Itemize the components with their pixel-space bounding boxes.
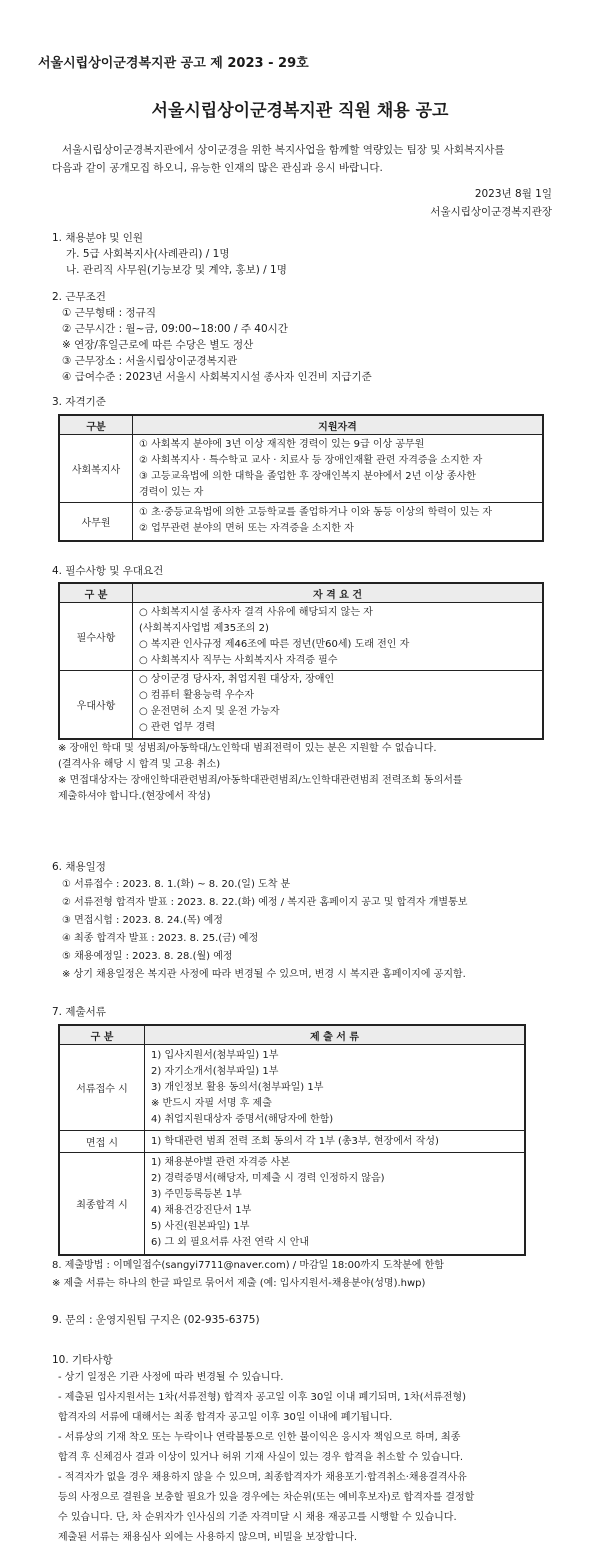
table-header: 지원자격 (133, 415, 544, 435)
row-line: 1) 채용분야별 관련 자격증 사본 (151, 1157, 290, 1169)
table-row (59, 603, 543, 671)
qualification-table (58, 414, 544, 542)
section2-title: 2. 근무조건 (52, 291, 106, 303)
misc-line: - 적격자가 없을 경우 채용하지 않을 수 있으며, 최종합격자가 채용포기·합격취소·채용결격사유 (58, 1472, 467, 1483)
schedule-item: ① 서류접수 : 2023. 8. 1.(화) ~ 8. 20.(일) 도착 분 (62, 879, 291, 890)
row-line: ① 초·중등교육법에 의한 고등학교를 졸업하거나 이와 동등 이상의 학력이 있는 자 (139, 507, 493, 519)
section4-note: ※ 면접대상자는 장애인학대관련범죄/아동학대관련범죄/노인학대관련범죄 전력조회 동의서를 (58, 775, 463, 786)
row-line: ○ 사회복지사 직무는 사회복지사 자격증 필수 (139, 654, 338, 666)
issuer: 서울시립상이군경복지관장 (430, 206, 552, 218)
row-line: 1) 입사지원서(첨부파일) 1부 (151, 1049, 279, 1061)
misc-line: 합격자의 서류에 대해서는 최종 합격자 공고일 이후 30일 이내에 폐기됩니다. (58, 1412, 393, 1423)
misc-line: - 제출된 입사지원서는 1차(서류전형) 합격자 공고일 이후 30일 이내 폐기되며, 1차(서류전형) (58, 1392, 467, 1403)
row-line: 3) 주민등록등본 1부 (151, 1189, 242, 1201)
section4-note: 제출하셔야 합니다.(현장에서 작성) (58, 791, 211, 802)
row-line: ○ 컴퓨터 활용능력 우수자 (139, 690, 254, 702)
notice-date: 2023년 8월 1일 (474, 188, 552, 200)
row-line: ○ 운전면허 소지 및 운전 가능자 (139, 706, 280, 718)
table-row (59, 435, 543, 503)
row-line: ① 사회복지 분야에 3년 이상 재직한 경력이 있는 9급 이상 공무원 (139, 438, 425, 450)
row-line: 1) 학대관련 범죄 전력 조회 동의서 각 1부 (총3부, 현장에서 작성) (151, 1135, 439, 1147)
row-category: 서류접수 시 (59, 1045, 145, 1131)
table-row (59, 1045, 525, 1131)
row-line: ② 사회복지사 · 특수학교 교사 · 치료사 등 장애인재활 관련 자격증을 소지한 자 (139, 454, 483, 466)
misc-line: 제출된 서류는 채용심사 외에는 사용하지 않으며, 비밀을 보장합니다. (58, 1532, 358, 1543)
documents-table (58, 1024, 526, 1256)
row-line: ③ 고등교육법에 의한 대학을 졸업한 후 장애인복지 분야에서 2년 이상 종사한 (139, 470, 476, 482)
section2-item: ① 근무형태 : 정규직 (62, 307, 156, 319)
intro-line-1: 서울시립상이군경복지관에서 상이군경을 위한 복지사업을 함께할 역량있는 팀장 및 사회복지사를 (62, 144, 505, 156)
table-row (59, 1131, 525, 1153)
row-line: ○ 관련 업무 경력 (139, 722, 216, 734)
schedule-item: ④ 최종 합격자 발표 : 2023. 8. 25.(금) 예정 (62, 933, 259, 944)
row-line: ○ 상이군경 당사자, 취업지원 대상자, 장애인 (139, 674, 335, 686)
row-line: 6) 그 외 필요서류 사전 연락 시 안내 (151, 1237, 310, 1249)
section1-item: 나. 관리직 사무원(기능보강 및 계약, 홍보) / 1명 (66, 264, 287, 276)
section6-title: 6. 채용일정 (52, 861, 106, 873)
row-category: 최종합격 시 (59, 1153, 145, 1255)
section7-title: 7. 제출서류 (52, 1006, 106, 1018)
table-header: 구분 (59, 415, 133, 435)
section2-item: ④ 급여수준 : 2023년 서울시 사회복지시설 종사자 인건비 지급기준 (62, 371, 372, 383)
requirement-table (58, 582, 544, 740)
row-line: 4) 취업지원대상자 증명서(해당자에 한함) (151, 1113, 334, 1125)
table-header: 자 격 요 건 (133, 583, 544, 603)
misc-line: 합격 후 신체검사 결과 이상이 있거나 허위 기재 사실이 있는 경우 합격을 취소할 수 있습니다. (58, 1452, 464, 1463)
section4-title: 4. 필수사항 및 우대요건 (52, 565, 164, 577)
misc-line: - 서류상의 기재 착오 또는 누락이나 연락불통으로 인한 불이익은 응시자 책임으로 하며, 최종 (58, 1432, 461, 1443)
table-row (59, 671, 543, 739)
row-line: ※ 반드시 자필 서명 후 제출 (151, 1097, 272, 1109)
page-title: 서울시립상이군경복지관 직원 채용 공고 (151, 101, 449, 121)
notice-number: 서울시립상이군경복지관 공고 제 2023 - 29호 (38, 56, 309, 71)
schedule-item: ③ 면접시험 : 2023. 8. 24.(목) 예정 (62, 915, 223, 926)
contact-line: 9. 문의 : 운영지원팀 구지은 (02-935-6375) (52, 1314, 260, 1326)
section3-title: 3. 자격기준 (52, 396, 106, 408)
row-line: ○ 사회복지시설 종사자 결격 사유에 해당되지 않는 자 (139, 606, 373, 618)
row-line: 경력이 있는 자 (139, 486, 204, 498)
table-row (59, 503, 543, 541)
section10-title: 10. 기타사항 (52, 1354, 113, 1366)
row-line: 4) 채용건강진단서 1부 (151, 1205, 252, 1217)
row-category: 면접 시 (59, 1131, 145, 1153)
row-category: 사무원 (59, 503, 133, 541)
section1-title: 1. 채용분야 및 인원 (52, 232, 144, 244)
row-line: (사회복지사업법 제35조의 2) (139, 622, 269, 634)
intro-line-2: 다음과 같이 공개모집 하오니, 유능한 인재의 많은 관심과 응시 바랍니다. (52, 162, 383, 174)
table-row (59, 1153, 525, 1255)
section4-note: (결격사유 해당 시 합격 및 고용 취소) (58, 759, 221, 770)
misc-line: - 상기 일정은 기관 사정에 따라 변경될 수 있습니다. (58, 1372, 284, 1383)
misc-line: 등의 사정으로 결원을 보충할 필요가 있을 경우에는 차순위(또는 예비후보자)로 합격자를 결정할 (58, 1492, 475, 1503)
row-category: 우대사항 (59, 671, 133, 739)
table-header: 제 출 서 류 (145, 1025, 526, 1045)
section1-item: 가. 5급 사회복지사(사례관리) / 1명 (66, 248, 230, 260)
row-line: 5) 사진(원본파일) 1부 (151, 1221, 250, 1233)
misc-line: 수 있습니다. 단, 차 순위자가 인사심의 기준 자격미달 시 채용 재공고를 시행할 수 있습니다. (58, 1512, 457, 1523)
row-line: 3) 개인정보 활용 동의서(첨부파일) 1부 (151, 1081, 324, 1093)
row-category: 사회복지사 (59, 435, 133, 503)
row-line: ○ 복지관 인사규정 제46조에 따른 정년(만60세) 도래 전인 자 (139, 638, 410, 650)
table-header: 구 분 (59, 583, 133, 603)
row-line: ② 업무관련 분야의 면허 또는 자격증을 소지한 자 (139, 523, 354, 535)
section2-item: ② 근무시간 : 월~금, 09:00~18:00 / 주 40시간 (62, 323, 288, 335)
row-category: 필수사항 (59, 603, 133, 671)
section8-line: ※ 제출 서류는 하나의 한글 파일로 묶어서 제출 (예: 입사지원서-채용분야(성명).hwp) (52, 1278, 426, 1289)
row-line: 2) 경력증명서(해당자, 미제출 시 경력 인정하지 않음) (151, 1173, 385, 1185)
section4-note: ※ 장애인 학대 및 성범죄/아동학대/노인학대 범죄전력이 있는 분은 지원할 수 없습니다. (58, 743, 437, 754)
row-line: 2) 자기소개서(첨부파일) 1부 (151, 1065, 279, 1077)
section2-item: ※ 연장/휴일근로에 따른 수당은 별도 정산 (62, 339, 254, 351)
schedule-item: ⑤ 채용예정일 : 2023. 8. 28.(월) 예정 (62, 951, 233, 962)
section2-item: ③ 근무장소 : 서울시립상이군경복지관 (62, 355, 238, 367)
schedule-item: ② 서류전형 합격자 발표 : 2023. 8. 22.(화) 예정 / 복지관 홈페이지 공고 및 합격자 개별통보 (62, 897, 468, 908)
schedule-note: ※ 상기 채용일정은 복지관 사정에 따라 변경될 수 있으며, 변경 시 복지관 홈페이지에 공지함. (62, 969, 466, 980)
table-header: 구 분 (59, 1025, 145, 1045)
section8-line: 8. 제출방법 : 이메일접수(sangyi7711@naver.com) / 마감일 18:00까지 도착분에 한함 (52, 1260, 444, 1271)
